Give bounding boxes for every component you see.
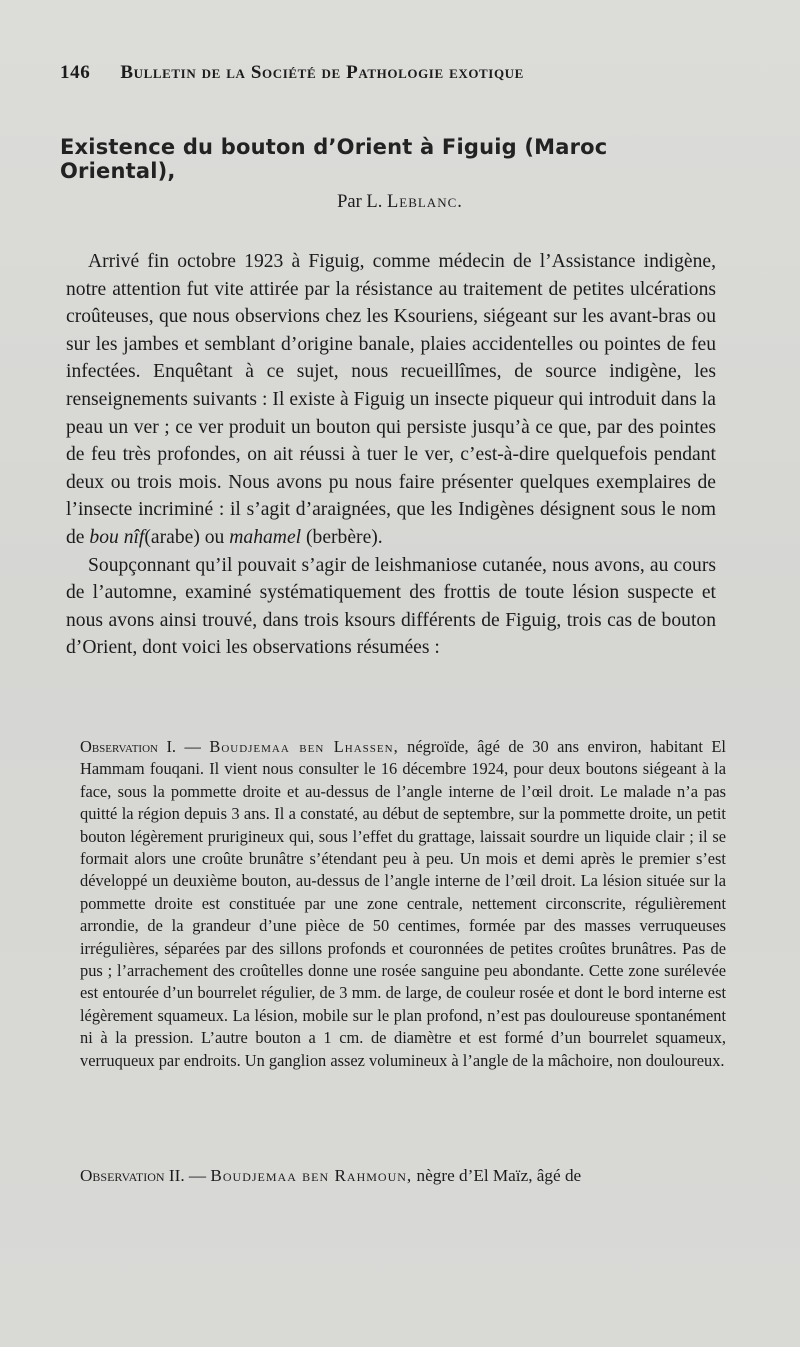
byline-author: Leblanc.: [386, 192, 463, 212]
observation-2-patient: Boudjemaa ben Rahmoun,: [210, 1166, 413, 1185]
term-mahamel: mahamel: [229, 526, 302, 548]
paragraph-1-text: Arrivé fin octobre 1923 à Figuig, comme médecin de l’Assistance indigène, notre attention fut vite attirée par la résistance au traitement de petites ulcérations croûteuses, que nous observions chez les Ksouriens, siégeant sur les avant-bras ou sur les jambes et semblant d’origine banale, plaies accidentelles ou pointes de feu infectées. Enquêtant à ce sujet, nous recueillîmes, de source indigène, les renseignements suivants : Il existe à Figuig un insecte piqueur qui introduit dans la peau un ver ; ce ver produit un bouton qui persiste jusqu’à ce que, par des pointes de feu très profondes, on ait réussi à tuer le ver, c’est-à-dire quelquefois pendant deux ou trois mois. Nous avons pu nous faire présenter quelques exemplaires de l’insecte incriminé : il s’agit d’araignées, que les Indigènes désignent sous le nom de: [66, 251, 716, 548]
observation-1-patient: Boudjemaa ben Lhassen,: [209, 737, 399, 756]
paragraph-1: [66, 248, 716, 552]
byline: [0, 192, 800, 213]
observation-1-label: Observation I. —: [80, 737, 201, 756]
paragraph-1-mid: (arabe) ou: [144, 526, 225, 548]
observation-2-label: Observation II. —: [80, 1166, 207, 1185]
paragraph-1-end: (berbère).: [306, 526, 383, 548]
running-head: [60, 62, 740, 84]
article-title: Existence du bouton d’Orient à Figuig (Maroc Oriental),: [60, 135, 608, 183]
observation-1: [80, 736, 726, 1072]
page-number: 146: [60, 62, 91, 83]
observation-2: [80, 1165, 726, 1187]
byline-prefix: Par L.: [337, 192, 383, 212]
article-body: [66, 248, 716, 662]
paragraph-2: Soupçonnant qu’il pouvait s’agir de leishmaniose cutanée, nous avons, au cours de l’automne, examiné systématiquement des frottis de toute lésion suspecte et nous avons ainsi trouvé, dans trois ksours différents de Figuig, trois cas de bouton d’Orient, dont voici les observations résumées :: [66, 554, 716, 659]
term-bou-nif: bou nîf: [89, 526, 145, 548]
observation-2-text: nègre d’El Maïz, âgé de: [416, 1166, 582, 1185]
observation-1-text: négroïde, âgé de 30 ans environ, habitant El Hammam fouqani. Il vient nous consulter le 16 décembre 1924, pour deux boutons siégeant à la face, sous la pommette droite et au-dessus de l’angle interne de l’œil droit. Le malade n’a pas quitté la région depuis 3 ans. Il a constaté, au début de septembre, sur la pommette droite, un petit bouton légèrement prurigineux qui, sous l’effet du grattage, laissait sourdre un liquide clair ; il se formait alors une croûte brunâtre s’étendant peu à peu. Un mois et demi après le premier s’est développé un deuxième bouton, au-dessus de l’angle interne de l’œil droit. La lésion située sur la pommette droite est constituée par une zone centrale, nettement circonscrite, régulièrement arrondie, de la grandeur d’une pièce de 50 centimes, formée par des masses verruqueuses irrégulières, séparées par des sillons profonds et couronnées de petites croûtes brunâtres. Pas de pus ; l’arrachement des croûtelles donne une rosée sanguine peu abondante. Cette zone surélevée est entourée d’un bourrelet régulier, de 3 mm. de large, de couleur rosée et dont le bord interne est légèrement squameux. La lésion, mobile sur le plan profond, n’est pas douloureuse spontanément ni à la pression. L’autre bouton a 1 cm. de diamètre et est formé d’un bourrelet squameux, verruqueux par endroits. Un ganglion assez volumineux à l’angle de la mâchoire, non douloureux.: [80, 737, 726, 1070]
journal-title: Bulletin de la Société de Pathologie exotique: [120, 62, 524, 83]
